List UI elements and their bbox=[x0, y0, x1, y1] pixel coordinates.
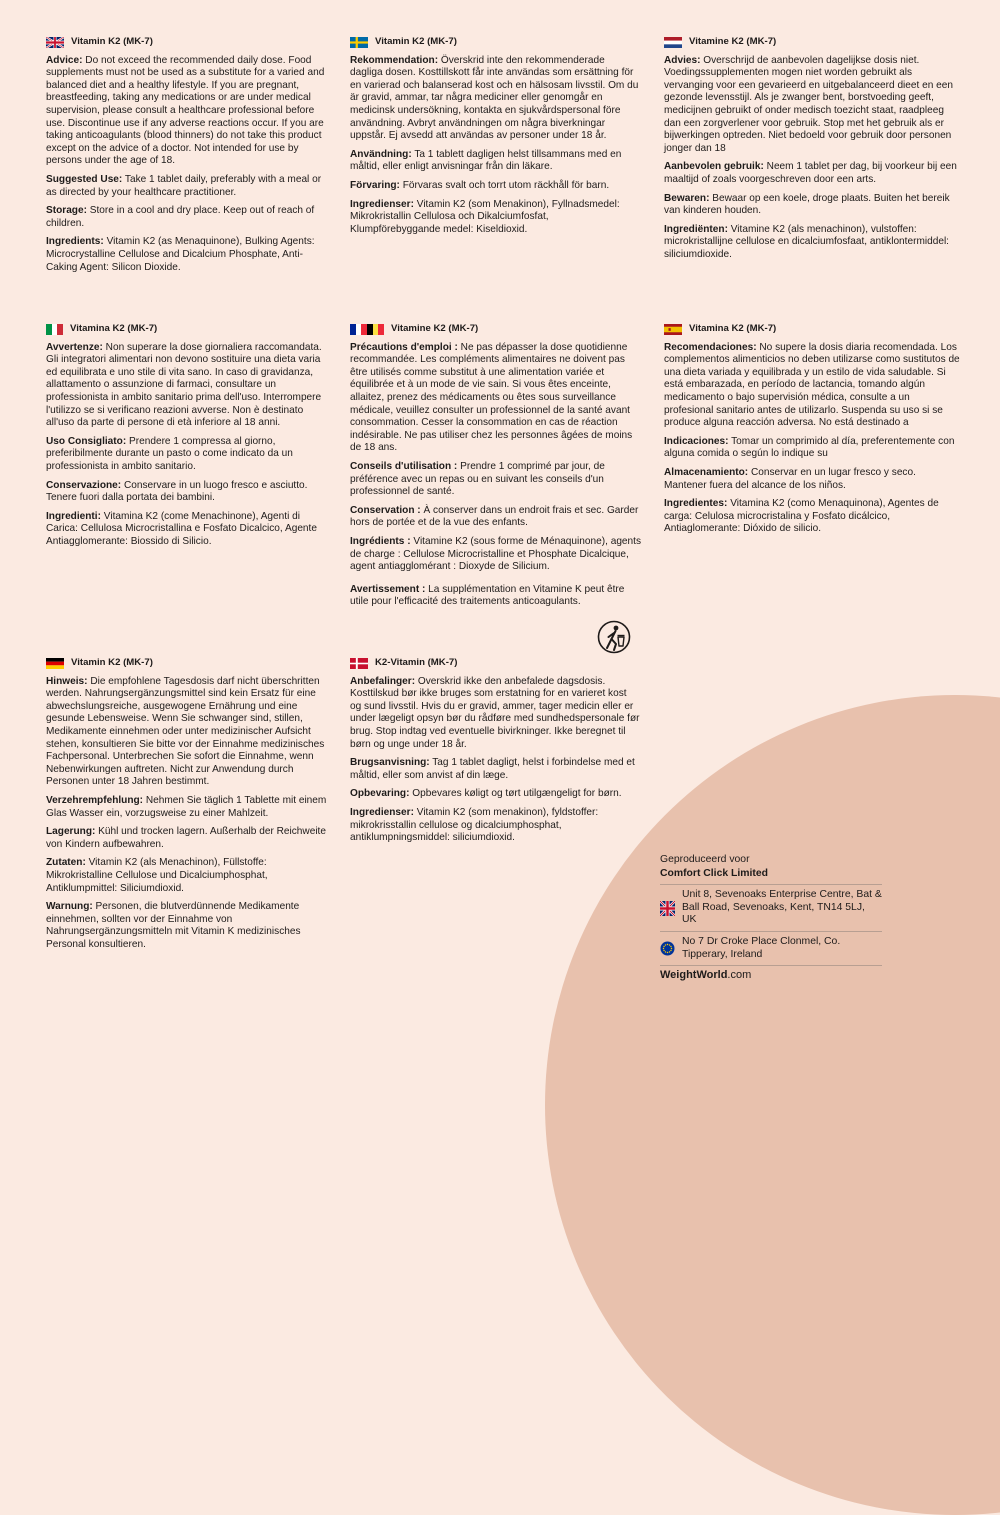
use-paragraph: Verzehrempfehlung: Nehmen Sie täglich 1 Tablette mit einem Glas Wasser ein, vorzugsweise zu einer Mahlzeit. bbox=[46, 794, 327, 819]
section-es-header bbox=[664, 323, 960, 336]
denmark-flag-icon bbox=[350, 658, 368, 669]
ingredients-paragraph: Ingredienti: Vitamina K2 (come Menachinone), Agenti di Carica: Cellulosa Microcristallina e Fosfato Dicalcico, Agente Antiagglomerante: Biossido di Silicio. bbox=[46, 510, 317, 547]
brand-domain: .com bbox=[727, 969, 752, 982]
section-title: Vitamine K2 (MK-7) bbox=[391, 323, 479, 334]
section-title: K2-Vitamin (MK-7) bbox=[375, 657, 458, 668]
section-sv bbox=[350, 36, 640, 242]
uk-flag-icon bbox=[660, 901, 675, 916]
section-title: Vitamin K2 (MK-7) bbox=[71, 657, 153, 668]
section-en-header bbox=[46, 36, 328, 49]
advice-paragraph: Avvertenze: Non superare la dose giornaliera raccomandata. Gli integratori alimentari non devono sostituire una dieta varia ed equilibrata e uno stile di vita sano. In caso di gravidanza, allattamento o assunzione di farmaci, consultare un professionista in ambito sanitario prima dell'uso. Interrompere l'utilizzo se si verificano reazioni avverse. Non è destinato all'uso da parte di persone di età inferiore al 18 anni. bbox=[46, 341, 322, 429]
section-title: Vitamina K2 (MK-7) bbox=[70, 323, 158, 334]
use-paragraph: Indicaciones: Tomar un comprimido al día, preferentemente con alguna comida o según lo indique su bbox=[664, 435, 955, 460]
section-it-header bbox=[46, 323, 334, 336]
sweden-flag-icon bbox=[350, 37, 368, 48]
section-sv-header bbox=[350, 36, 640, 49]
belgium-flag-icon bbox=[367, 324, 384, 335]
use-paragraph: Användning: Ta 1 tablett dagligen helst tillsammans med en måltid, eller enligt anvisningar från din läkare. bbox=[350, 148, 622, 173]
spain-flag-icon bbox=[664, 324, 682, 335]
france-flag-icon bbox=[350, 324, 367, 335]
use-paragraph: Aanbevolen gebruik: Neem 1 tablet per dag, bij voorkeur bij een maaltijd of zoals voorgeschreven door een arts. bbox=[664, 161, 957, 185]
section-title: Vitamin K2 (MK-7) bbox=[375, 36, 457, 47]
eu-address-row bbox=[660, 932, 882, 966]
storage-paragraph: Storage: Store in a cool and dry place. Keep out of reach of children. bbox=[46, 205, 315, 229]
advice-paragraph: Rekommendation: Överskrid inte den rekommenderade dagliga dosen. Kosttillskott får inte användas som ersättning för en varierad och balanserad kost och en hälsosam livsstil. Om du är gravid, ammar, tar några mediciner eller genomgår en medicinsk undersökning, kontakta en sjukvårdspersonal före användning. Avbryt användningen om några biverkningar uppstår. Ej avsedd att användas av personer under 18 år. bbox=[350, 54, 639, 142]
ingredients-paragraph: Ingrediënten: Vitamine K2 (als menachinon), vulstoffen: microkristallijne cellulose en dicalciumfosfaat, antiklontermiddel: siliciumdioxide. bbox=[664, 223, 949, 260]
section-title: Vitamine K2 (MK-7) bbox=[689, 36, 777, 47]
produced-for-label: Geproduceerd voor bbox=[660, 854, 750, 865]
germany-flag-icon bbox=[46, 658, 64, 669]
ingredients-paragraph: Ingrédients : Vitamine K2 (sous forme de Ménaquinone), agents de charge : Cellulose Microcristalline et Phosphate Dicalcique, agent antiagglomérant : Dioxyde de Silicium. bbox=[350, 535, 642, 573]
storage-paragraph: Opbevaring: Opbevares køligt og tørt utilgængeligt for børn. bbox=[350, 788, 622, 800]
section-en bbox=[46, 36, 328, 280]
dispose-responsibly-icon bbox=[597, 620, 631, 654]
company-name: Comfort Click Limited bbox=[660, 868, 882, 886]
section-es bbox=[664, 323, 960, 542]
eu-flag-icon bbox=[660, 941, 675, 956]
uk-address-row bbox=[660, 885, 882, 932]
eu-address: No 7 Dr Croke Place Clonmel, Co. Tipperary, Ireland bbox=[682, 935, 841, 960]
advice-paragraph: Recomendaciones: No supere la dosis diaria recomendada. Los complementos alimenticios no deben utilizarse como sustitutos de una dieta variada y equilibrada y un estilo de vida saludable. Si está embarazada, en período de lactancia, tomando algún medicamento o bajo supervisión médica, consulte a un profesional sanitario antes de utilizarlo. Suspenda su uso si se produce alguna reacción adversa. No está destinado a bbox=[664, 341, 960, 429]
storage-paragraph: Almacenamiento: Conservar en un lugar fresco y seco. Mantener fuera del alcance de los niños. bbox=[664, 466, 916, 491]
advice-paragraph: Hinweis: Die empfohlene Tagesdosis darf nicht überschritten werden. Nahrungsergänzungsmittel sind kein Ersatz für eine abwechslungsreiche, ausgewogene Ernährung und eine gesunde Lebensweise. Wenn Sie schwanger sind, stillen, Medikamente einnehmen oder unter medizinischer Aufsicht stehen, konsultieren Sie bitte vor der Einnahme medizinisches Fachpersonal. Unterbrechen Sie sofort die Einnahme, wenn Nebenwirkungen auftreten. Nicht zur Anwendung durch Personen unter 18 Jahren bestimmt. bbox=[46, 675, 325, 788]
brand-website bbox=[660, 969, 882, 982]
warning-paragraph: Avertissement : La supplémentation en Vitamine K peut être utile pour l'efficacité des traitements anticoagulants. bbox=[350, 583, 625, 608]
advice-paragraph: Advies: Overschrijd de aanbevolen dagelijkse dosis niet. Voedingssupplementen mogen niet worden gebruikt als vervanging voor een gevarieerd en uitgebalanceerd dieet en een gezonde levensstijl. Als je zwanger bent, borstvoeding geeft, medicijnen gebruikt of onder medisch toezicht staat, raadpleeg dan een zorgverlener voor gebruik. Stop met het gebruik als er bijwerkingen optreden. Niet bedoeld voor gebruik door personen jonger dan 18 bbox=[664, 54, 954, 154]
section-da bbox=[350, 657, 640, 851]
use-paragraph: Brugsanvisning: Tag 1 tablet dagligt, helst i forbindelse med et måltid, eller som anvist af din læge. bbox=[350, 757, 635, 781]
section-de-header bbox=[46, 657, 328, 670]
italy-flag-icon bbox=[46, 324, 63, 335]
section-nl-header bbox=[664, 36, 959, 49]
use-paragraph: Uso Consigliato: Prendere 1 compressa al giorno, preferibilmente durante un pasto o come indicato da un professionista in ambito sanitario. bbox=[46, 435, 293, 472]
ingredients-paragraph: Ingredienser: Vitamin K2 (som menakinon), fyldstoffer: mikrokrisstallin cellulose og dicalciumphosphat, antiklumpningsmiddel: siliciumdioxid. bbox=[350, 806, 599, 844]
section-fr-header bbox=[350, 323, 642, 336]
advice-paragraph: Précautions d'emploi : Ne pas dépasser la dose quotidienne recommandée. Les compléments alimentaires ne doivent pas être utilisés comme substitut à une alimentation variée et équilibrée et à un mode de vie sain. Si vous êtes enceinte, allaitez, prenez des médicaments ou êtes sous surveillance médicale, veuillez consulter un professionnel de la santé avant consommation. Cesser la consommation en cas de réaction indésirable. Ne pas utiliser chez les personnes âgées de moins de 18 ans. bbox=[350, 341, 633, 454]
storage-paragraph: Lagerung: Kühl und trocken lagern. Außerhalb der Reichweite von Kindern aufbewahren. bbox=[46, 826, 326, 850]
ingredients-paragraph: Ingredients: Vitamin K2 (as Menaquinone), Bulking Agents: Microcrystalline Cellulose and Dicalcium Phosphate, Anti-Caking Agent: Silicon Dioxide. bbox=[46, 236, 315, 273]
brand-name: WeightWorld bbox=[660, 969, 728, 982]
storage-paragraph: Conservation : À conserver dans un endroit frais et sec. Garder hors de portée et de la vue des enfants. bbox=[350, 504, 639, 529]
section-de bbox=[46, 657, 328, 957]
ingredients-paragraph: Ingredienser: Vitamin K2 (som Menakinon), Fyllnadsmedel: Mikrokristallin Cellulosa och Dikalciumfosfat, Klumpförebyggande medel: Kiseldioxid. bbox=[350, 198, 620, 235]
section-it bbox=[46, 323, 334, 555]
use-paragraph: Suggested Use: Take 1 tablet daily, preferably with a meal or as directed by your healthcare practitioner. bbox=[46, 173, 322, 198]
manufacturer-block bbox=[660, 854, 882, 982]
section-fr bbox=[350, 323, 642, 615]
ingredients-paragraph: Zutaten: Vitamin K2 (als Menachinon), Füllstoffe: Mikrokristalline Cellulose und Dicalciumphosphat, Antiklumpmittel: Siliciumdioxid. bbox=[46, 857, 268, 894]
uk-flag-icon bbox=[46, 37, 64, 48]
section-title: Vitamin K2 (MK-7) bbox=[71, 36, 153, 47]
storage-paragraph: Förvaring: Förvaras svalt och torrt utom räckhåll för barn. bbox=[350, 179, 610, 191]
section-da-header bbox=[350, 657, 640, 670]
netherlands-flag-icon bbox=[664, 37, 682, 48]
advice-paragraph: Advice: Do not exceed the recommended daily dose. Food supplements must not be used as a substitute for a varied and balanced diet and a healthy lifestyle. If you are pregnant, breastfeeding, taking any medications or are under medical supervision, please consult a healthcare professional before use. Discontinue use if any adverse reactions occur. If you are taking anticoagulants (blood thinners) do not take this product except on the advice of a doctor. Not intended for use by persons under the age of 18. bbox=[46, 54, 325, 167]
storage-paragraph: Conservazione: Conservare in un luogo fresco e asciutto. Tenere fuori dalla portata dei bambini. bbox=[46, 479, 308, 504]
advice-paragraph: Anbefalinger: Overskrid ikke den anbefalede dagsdosis. Kosttilskud bør ikke bruges som erstatning for en varieret kost og sund livsstil. Hvis du er gravid, ammer, tager medicin eller er under lægeligt opsyn bør du rådføre med sundhedspersonale før brug. Stop indtag ved eventuelle bivirkninger. Ikke beregnet til børn og unge under 18 år. bbox=[350, 675, 640, 750]
section-nl bbox=[664, 36, 959, 268]
warning-paragraph: Warnung: Personen, die blutverdünnende Medikamente einnehmen, sollten vor der Einnahme von Nahrungsergänzungsmitteln mit Vitamin K medizinisches Personal konsultieren. bbox=[46, 901, 301, 950]
ingredients-paragraph: Ingredientes: Vitamina K2 (como Menaquinona), Agentes de carga: Celulosa microcristalina y Fosfato dicálcico, Antiaglomerante: Dióxido de silicio. bbox=[664, 498, 939, 535]
use-paragraph: Conseils d'utilisation : Prendre 1 comprimé par jour, de préférence avec un repas ou en suivant les conseils d'un professionnel de santé. bbox=[350, 460, 605, 498]
uk-address: Unit 8, Sevenoaks Enterprise Centre, Bat & Ball Road, Sevenoaks, Kent, TN14 5LJ, UK bbox=[682, 889, 882, 926]
storage-paragraph: Bewaren: Bewaar op een koele, droge plaats. Buiten het bereik van kinderen houden. bbox=[664, 192, 950, 217]
section-title: Vitamina K2 (MK-7) bbox=[689, 323, 777, 334]
